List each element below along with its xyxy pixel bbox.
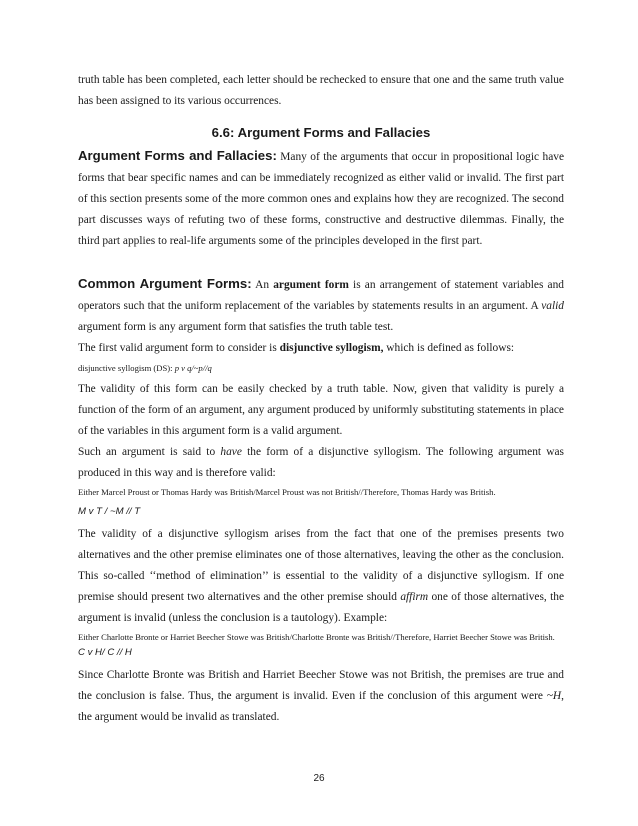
example-bronte-stowe: Either Charlotte Bronte or Harriet Beecher Stowe was British/Charlotte Bronte was British//Therefore, Harriet Beecher Stowe was British. (78, 632, 555, 642)
ds-definition-label: disjunctive syllogism (DS): (78, 363, 175, 373)
since-text-1: Since Charlotte Bronte was British and Harriet Beecher Stowe was not British, the premises are true and the conclusion is false. Thus, the argument is invalid. Even if the conclusion of this argument were (78, 669, 564, 702)
elimination-paragraph (78, 524, 564, 629)
argument-forms-text: Many of the arguments that occur in propositional logic have forms that bear specific names and can be immediately recognized as either valid or invalid. The first part of this section presents some of the more common ones and explains how they are recognized. The second part discusses ways of refuting two of these forms, constructive and destructive dilemmas. Finally, the third part applies to real-life arguments some of the principles developed in the first part. (78, 151, 565, 247)
section-title: 6.6: Argument Forms and Fallacies (211, 125, 431, 140)
such-argument-paragraph (78, 442, 564, 484)
ds-intro-text-1: The first valid argument form to consider is (78, 342, 280, 354)
term-affirm: affirm (400, 591, 429, 603)
ds-formula: p v q/~p//q (174, 363, 212, 373)
formula-c-h: C v H/ C // H (78, 647, 132, 658)
common-argument-forms-paragraph (78, 273, 564, 338)
caf-text-1: An (251, 279, 274, 291)
ds-definition (78, 361, 564, 376)
term-not-h: ~H (546, 690, 562, 702)
example-proust-hardy: Either Marcel Proust or Thomas Hardy was British/Marcel Proust was not British//Therefore, Thomas Hardy was British. (78, 487, 496, 497)
page-content (78, 70, 564, 728)
such-text-1: Such an argument is said to (78, 446, 221, 458)
validity-paragraph: The validity of this form can be easily checked by a truth table. Now, given that validity is purely a function of the form of an argument, any argument produced by uniformly substituting statements in place of the variables in this argument form is a valid argument. (78, 383, 564, 437)
ds-intro-text-2: which is defined as follows: (383, 342, 515, 354)
term-argument-form: argument form (273, 279, 349, 291)
ds-intro-paragraph (78, 338, 564, 359)
formula-m-t: M v T / ~M // T (78, 506, 141, 517)
elimination-text-1: The validity of a disjunctive syllogism arises from the fact that one of the premises presents two alternatives and the other premise eliminates one of those alternatives, leaving the other as the conclusion. This so-called ‘‘method of elimination’’ is essential to the validity of a disjunctive syllogism. If one premise should present two alternatives and the other premise should (78, 528, 564, 603)
caf-text-3: argument form is any argument form that satisfies the truth table test. (78, 321, 394, 333)
since-paragraph (78, 665, 564, 728)
term-have: have (220, 446, 242, 458)
such-text-2: the form of a disjunctive syllogism. The following argument was produced in this way and is therefore valid: (78, 446, 564, 479)
term-valid: valid (541, 300, 564, 312)
elimination-text-2: one of those alternatives, the argument is invalid (unless the conclusion is a tautology). Example: (78, 591, 565, 624)
page-number: 26 (313, 773, 325, 784)
caf-text-2: is an arrangement of statement variables and operators such that the uniform replacement of the variables by statements results in an argument. A (78, 279, 564, 312)
term-disjunctive-syllogism: disjunctive syllogism, (279, 342, 384, 354)
intro-paragraph: truth table has been completed, each letter should be rechecked to ensure that one and the same truth value has been assigned to its various occurrences. (78, 74, 564, 107)
argument-forms-heading: Argument Forms and Fallacies: (78, 148, 277, 163)
argument-forms-paragraph (78, 145, 564, 252)
common-argument-forms-heading: Common Argument Forms: (78, 276, 252, 291)
since-text-2: , the argument would be invalid as translated. (78, 690, 564, 723)
